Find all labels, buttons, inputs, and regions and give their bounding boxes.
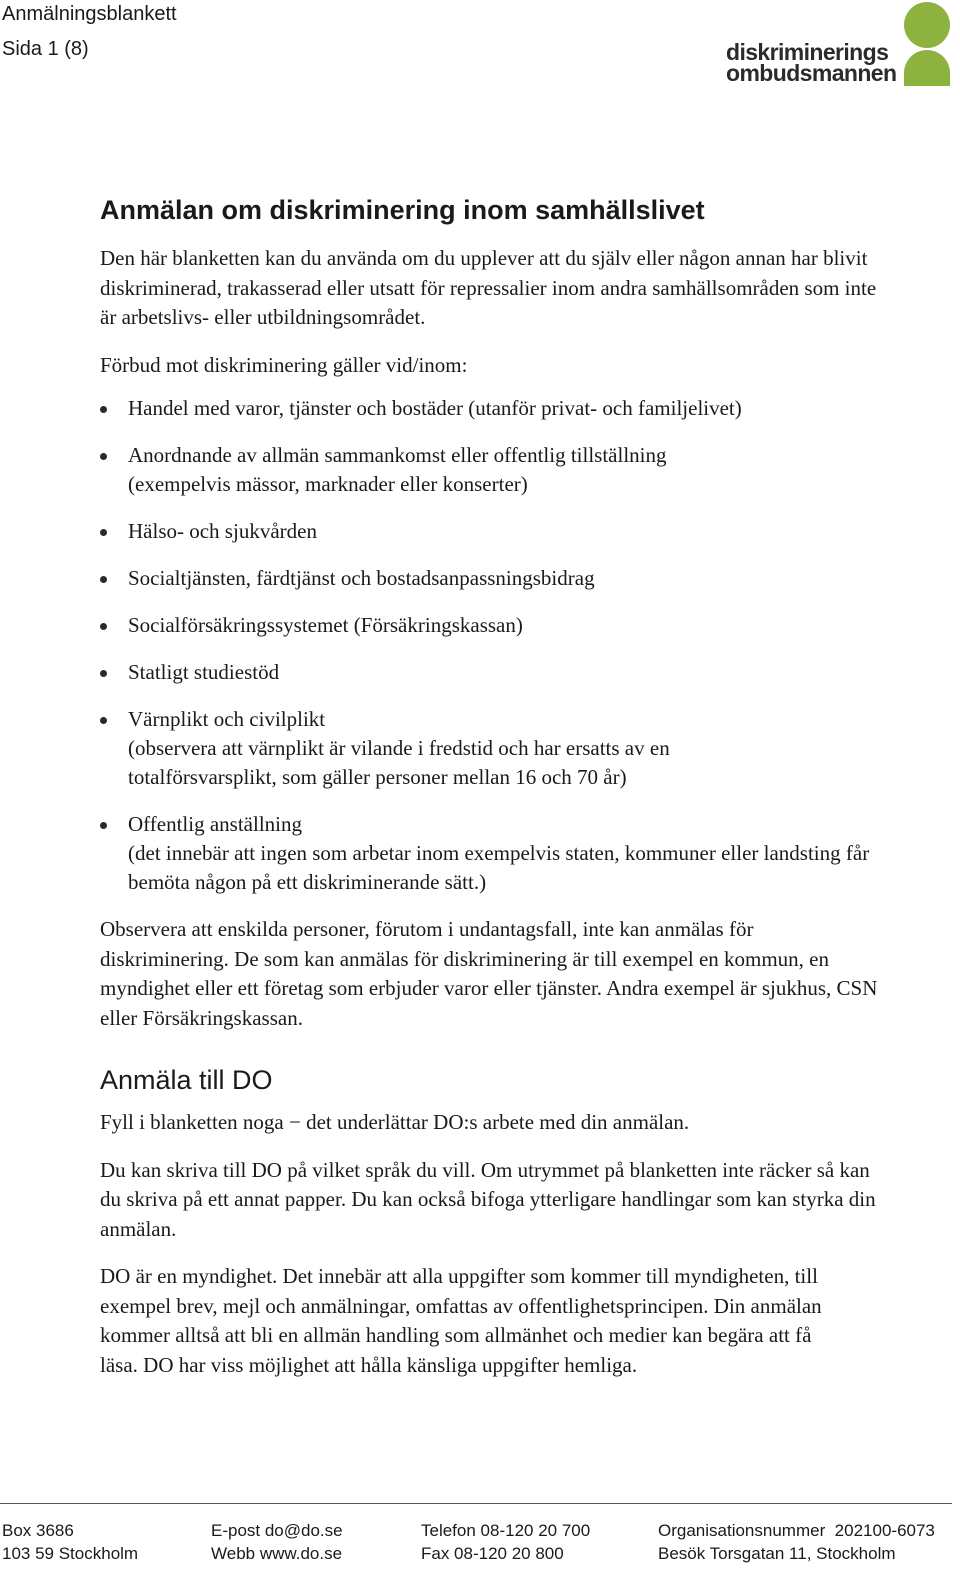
- do-logo: [726, 2, 956, 92]
- main-content: [100, 195, 880, 1398]
- publicity-paragraph: DO är en myndighet. Det innebär att alla uppgifter som kommer till myndigheten, till exempel brev, mejl och anmälningar, omfattas av offentlighetsprincipen. Din anmälan kommer alltså att bli en allmän handling som allmänhet och medier kan begära att få läsa. DO har viss möjlighet att hålla känsliga uppgifter hemliga.: [100, 1264, 822, 1377]
- bullet-icon: [100, 529, 107, 536]
- list-item: Socialförsäkringssystemet (Försäkringskassan): [100, 611, 880, 640]
- section-title: Anmäla till DO: [100, 1065, 273, 1095]
- bullet-icon: [100, 453, 107, 460]
- list-item: Socialtjänsten, färdtjänst och bostadsanpassningsbidrag: [100, 564, 880, 593]
- intro-paragraph: Den här blanketten kan du använda om du upplever att du själv eller någon annan har blivit diskriminerad, trakasserad eller utsatt för repressalier inom andra samhällsområden som inte är arbetslivs- eller utbildningsområdet.: [100, 246, 877, 329]
- list-item: Offentlig anställning (det innebär att ingen som arbetar inom exempelvis staten, kommuner eller landsting får bemöta någon på ett diskriminerande sätt.): [100, 810, 880, 897]
- bullet-icon: [100, 670, 107, 677]
- scope-list: [100, 394, 880, 897]
- footer-divider: [0, 1503, 952, 1504]
- logo-figure-body: [904, 50, 950, 86]
- bullet-icon: [100, 406, 107, 413]
- bullet-icon: [100, 576, 107, 583]
- list-intro: Förbud mot diskriminering gäller vid/inom:: [100, 352, 468, 377]
- footer-address: Box 3686 103 59 Stockholm: [2, 1521, 139, 1563]
- logo-figure-head: [904, 2, 950, 48]
- list-item: Värnplikt och civilplikt (observera att värnplikt är vilande i fredstid och har ersatts av en totalförsvarsplikt, som gäller personer mellan 16 och 70 år): [100, 705, 880, 792]
- form-type-label: Anmälningsblankett: [2, 3, 177, 25]
- page-title: Anmälan om diskriminering inom samhällslivet: [100, 195, 705, 225]
- bullet-icon: [100, 623, 107, 630]
- footer-phone: Telefon 08-120 20 700 Fax 08-120 20 800: [421, 1521, 591, 1563]
- list-item: Statligt studiestöd: [100, 658, 880, 687]
- footer-email: E-post do@do.se: [211, 1521, 343, 1540]
- list-item: Anordnande av allmän sammankomst eller offentlig tillställning (exempelvis mässor, marknader eller konserter): [100, 441, 880, 499]
- list-item: Handel med varor, tjänster och bostäder (utanför privat- och familjelivet): [100, 394, 880, 423]
- bullet-icon: [100, 822, 107, 829]
- note-paragraph: Observera att enskilda personer, förutom i undantagsfall, inte kan anmälas för diskriminering. De som kan anmälas för diskriminering är till exempel en kommun, en myndighet eller ett företag som erbjuder varor eller tjänster. Andra exempel är sjukhus, CSN eller Försäkringskassan.: [100, 917, 878, 1030]
- language-paragraph: Du kan skriva till DO på vilket språk du vill. Om utrymmet på blanketten inte räcker så kan du skriva på ett annat papper. Du kan också bifoga ytterligare handlingar som kan styrka din anmälan.: [100, 1157, 876, 1241]
- footer-org: Organisationsnummer 202100-6073 Besök Torsgatan 11, Stockholm: [658, 1521, 935, 1563]
- footer-contact: [211, 1519, 343, 1565]
- logo-line-1: diskriminerings: [726, 39, 889, 65]
- instruction-paragraph: Fyll i blanketten noga − det underlättar DO:s arbete med din anmälan.: [100, 1110, 690, 1134]
- bullet-icon: [100, 717, 107, 724]
- logo-line-2: ombudsmannen: [726, 60, 897, 86]
- logo-wordmark: [726, 39, 897, 86]
- page-number: Sida 1 (8): [2, 38, 89, 60]
- footer-web: Webb www.do.se: [211, 1544, 343, 1563]
- list-item: Hälso- och sjukvården: [100, 517, 880, 546]
